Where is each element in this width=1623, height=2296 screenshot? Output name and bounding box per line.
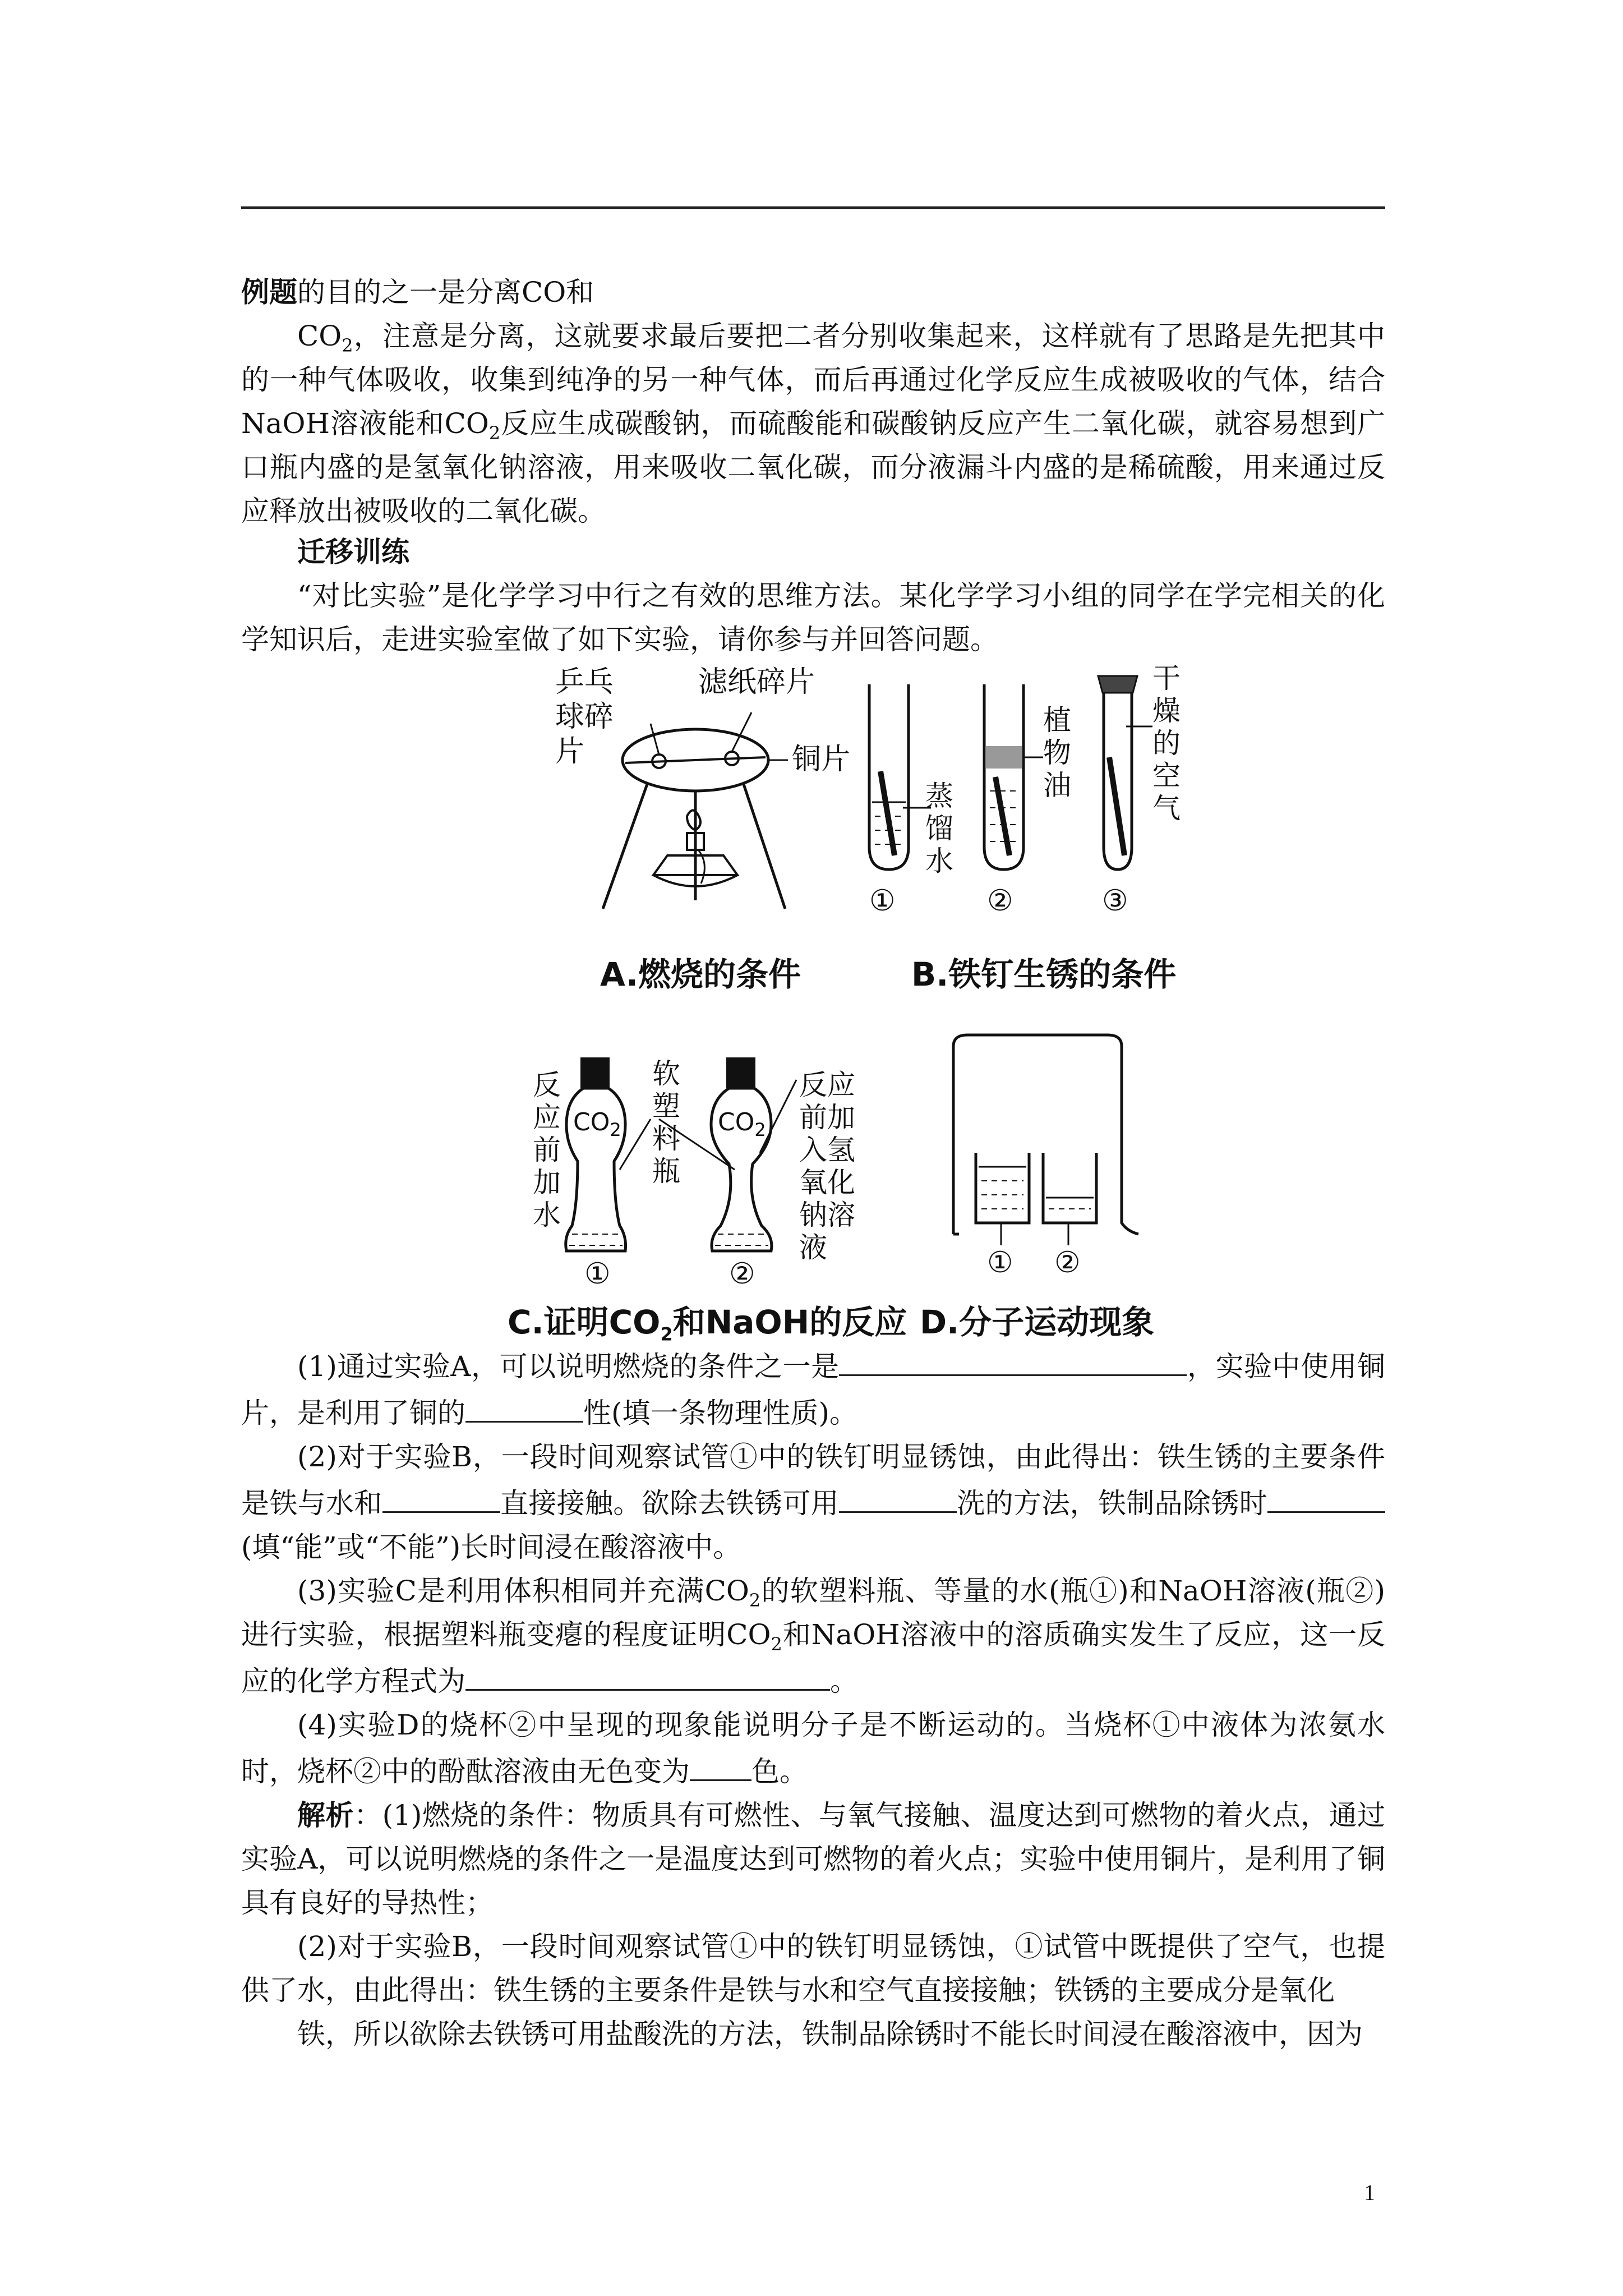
beaker-number-1: ① (987, 1246, 1013, 1280)
figure-a-combustion (555, 665, 864, 928)
analysis-part-1: 解析：(1)燃烧的条件：物质具有可燃性、与氧气接触、温度达到可燃物的着火点，通过实验A，可以说明燃烧的条件之一是温度达到可燃物的着火点；实验中使用铜片，是利用了铜具有良好的导热性； (241, 1798, 1386, 1919)
example-label: 例题 (241, 275, 297, 309)
beaker-number-2: ② (1054, 1246, 1081, 1280)
answer-blank-q1-condition[interactable] (839, 1342, 1187, 1376)
label-dry-air: 干燥的空气 (1152, 662, 1181, 825)
tube-number-2: ② (987, 884, 1013, 918)
question-intro: “对比实验”是化学学习中行之有效的思维方法。某化学学习小组的同学在学完相关的化学知识后，走进实验室做了如下实验，请你参与并回答问题。 (241, 579, 1385, 656)
label-pingpong: 乒乓球碎片 (555, 665, 614, 769)
caption-d: D.分子运动现象 (920, 1303, 1155, 1341)
beakers-under-bell-jar-drawing (948, 1027, 1138, 1290)
question-2: (2)对于实验B，一段时间观察试管①中的铁钉明显锈蚀，由此得出：铁生锈的主要条件是铁与水和 直接接触。欲除去铁锈可用 洗的方法，铁制品除锈时(填“能”或“不能”)长时间浸在酸溶液中。 (241, 1441, 1385, 1563)
tube-number-3: ③ (1102, 884, 1128, 918)
figure-b-rusting (858, 662, 1206, 937)
questions (241, 1342, 1385, 2056)
label-soft-plastic-bottle: 软塑料瓶 (652, 1057, 680, 1188)
caption-a: A.燃烧的条件 (600, 955, 801, 993)
answer-blank-q4-color[interactable] (690, 1747, 751, 1781)
label-copper-sheet: 铜片 (792, 743, 851, 776)
question-3: (3)实验C是利用体积相同并充满$CO_2$的软塑料瓶、等量的水(瓶①)和NaOH溶液(瓶②)进行实验，根据塑料瓶变瘪的程度证明$CO_2$和NaOH溶液中的溶质确实发生了反应，这一反应的化学方程式为 。 (241, 1575, 1386, 1697)
bottle-number-2: ② (729, 1257, 755, 1291)
label-filter-paper: 滤纸碎片 (698, 665, 815, 699)
header-rule (241, 206, 1385, 209)
tube-number-1: ① (869, 884, 896, 918)
answer-blank-q2-can[interactable] (1267, 1479, 1385, 1513)
bottle-number-1: ① (584, 1257, 611, 1291)
label-distilled-water: 蒸馏水 (925, 780, 953, 877)
answer-blank-q2-contact[interactable] (382, 1479, 500, 1513)
answer-blank-q1-property[interactable] (465, 1388, 583, 1423)
figure-d-molecular-motion (948, 1027, 1138, 1290)
section-title: 迁移训练 (297, 535, 409, 568)
analysis-label: 解析 (297, 1798, 354, 1832)
analysis-part-2: (2)对于实验B，一段时间观察试管①中的铁钉明显锈蚀，①试管中既提供了空气，也提供了水，由此得出：铁生锈的主要条件是铁与水和空气直接接触；铁锈的主要成分是氧化 (241, 1930, 1385, 2007)
label-naoh-before: 反应前加入氢氧化钠溶液 (799, 1069, 855, 1264)
figure-c-co2-naoh (533, 1057, 914, 1293)
bottle-2-co2: $CO_2$ (718, 1108, 766, 1140)
caption-b: B.铁钉生锈的条件 (911, 955, 1177, 993)
caption-c: C.证明$CO_2$和NaOH的反应 (508, 1303, 907, 1345)
label-vegetable-oil: 植物油 (1043, 704, 1071, 802)
bottle-1-co2: $CO_2$ (573, 1108, 621, 1140)
analysis-part-3: 铁，所以欲除去铁锈可用盐酸洗的方法，铁制品除锈时不能长时间浸在酸溶液中，因为 (297, 2018, 1363, 2050)
intro-paragraph: 例题的目的之一是分离CO和 $CO_2$，注意是分离，这就要求最后要把二者分别收集起来，这样就有了思路是先把其中的一种气体吸收，收集到纯净的另一种气体，而后再通过化学反应生成被吸收的气体，结合NaOH溶液能和$CO_2$反应生成碳酸钠，而硫酸能和碳酸钠反应产生二氧化碳，就容易想到广口瓶内盛的是氢氧化钠溶液，用来吸收二氧化碳，而分液漏斗内盛的是稀硫酸，用来通过反应释放出被吸收的二氧化碳。 (241, 275, 1386, 527)
answer-blank-q3-equation[interactable] (465, 1657, 830, 1691)
page-number: 1 (1364, 2180, 1375, 2205)
label-water-before: 反应前加水 (533, 1069, 561, 1231)
answer-blank-q2-wash[interactable] (839, 1479, 957, 1513)
question-4: (4)实验D的烧杯②中呈现的现象能说明分子是不断运动的。当烧杯①中液体为浓氨水时，烧杯②中的酚酞溶液由无色变为 色。 (241, 1709, 1385, 1788)
question-1: (1)通过实验A，可以说明燃烧的条件之一是 ，实验中使用铜片，是利用了铜的 性(填一条物理性质)。 (241, 1342, 1385, 1435)
